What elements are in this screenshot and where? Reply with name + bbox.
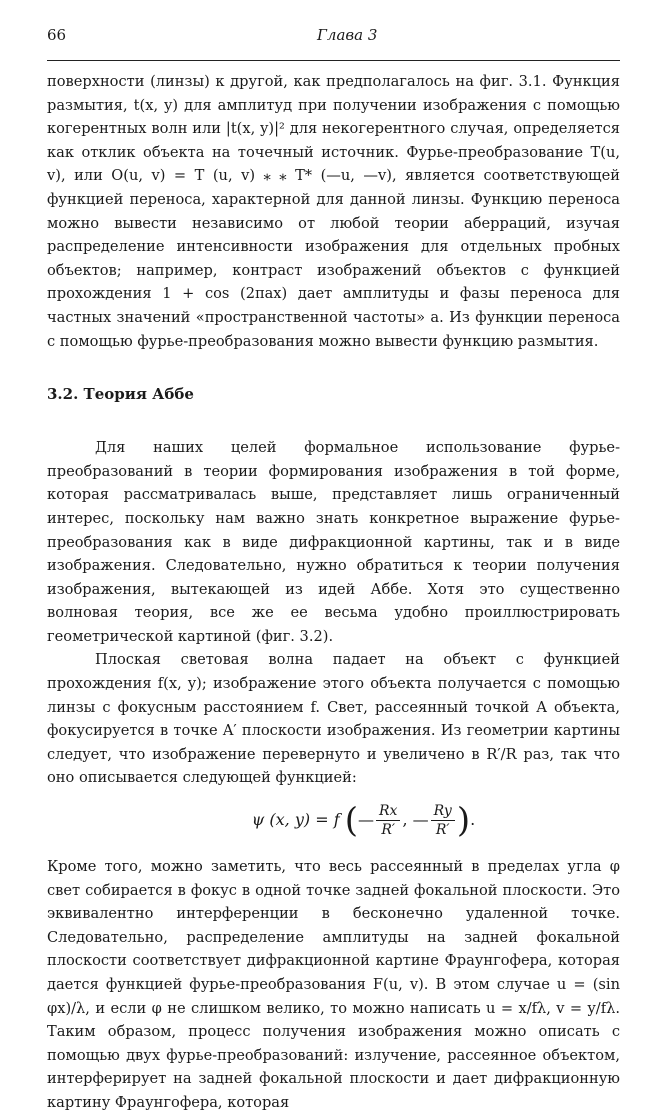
page-body [47,70,620,1115]
equation-fraction-2: $\frac{Ry}{R'}$ [431,802,455,839]
paragraph-plane-wave: Плоская световая волна падает на объект с функцией прохождения f(x, y); изображение этого объекта получается с помощью линзы с фокусным расстоянием f. Свет, рассеянный точкой A объекта, фокусируется в точке A′ плоскости изображения. Из геометрии картины следует, что изображение перевернуто и увеличено в R′/R раз, так что оно описывается следующей функцией: [47,651,620,787]
equation-fraction-1: $\frac{Rx}{R'}$ [376,802,400,839]
paragraph-abbe-intro: Для наших целей формальное использование фурье-преобразований в теории формирования изображения в той форме, которая рассматривалась выше, представляет лишь ограниченный интерес, поскольку нам важно знать конкретное выражение фурье-преобразования как в виде дифракционной картины, так и в виде изображения. Следовательно, нужно обратиться к теории получения изображения, вытекающей из идей Аббе. Хотя это существенно волновая теория, все же ее весьма удобно проиллюстрировать геометрической картиной (фиг. 3.2). [47,439,620,645]
equation-open-paren: ( [344,800,358,841]
header-rule [47,60,620,61]
paragraph-continuation: поверхности (линзы) к другой, как предполагалось на фиг. 3.1. Функция размытия, t(x, y) для амплитуд при получении изображения с помощью когерентных волн или |t(x, y)|² для некогерентного случая, определяется как отклик объекта на точечный источник. Фурье-преобразование T(u, v), или O(u, v) = T (u, v) ⁎ ⁎ T* (—u, —v), является соответствующей функцией переноса, характерной для данной линзы. Функцию переноса можно вывести независимо от любой теории аберраций, изучая распределение интенсивности изображения для отдельных пробных объектов; например, контраст изображений объектов с функцией прохождения 1 + cos (2πax) дает амплитуды и фазы переноса для частных значений «пространственной частоты» a. Из функции переноса с помощью фурье-преобразования можно вывести функцию размытия. [47,73,620,350]
section-heading: 3.2. Теория Аббе [47,385,194,404]
running-head: Глава 3 [317,26,378,44]
equation-lhs: ψ (x, y) = f [251,810,340,830]
paragraph-focal-plane: Кроме того, можно заметить, что весь рассеянный в пределах угла φ свет собирается в фокус в одной точке задней фокальной плоскости. Это эквивалентно интерференции в бесконечно удаленной точке. Следовательно, распределение амплитуды на задней фокальной плоскости соответствует дифракционной картине Фраунгофера, которая дается функцией фурье-преобразования F(u, v). В этом случае u = (sin φx)/λ, и если φ не слишком велико, то можно написать u = x/fλ, v = y/fλ. Таким образом, процесс получения изображения можно описать с помощью двух фурье-преобразований: излучение, рассеянное объектом, интерферирует на задней фокальной плоскости и дает дифракционную картину Фраунгофера, которая [47,858,620,1111]
equation-close-paren: ) [456,800,471,841]
equation-image-function: ψ (x, y) = f (— $\frac{Rx}{R'}$ , — $\frac{Ry}{R'}$ ). [251,800,476,841]
page-number: 66 [47,26,67,44]
equation-separator: , [402,810,408,830]
equation-end: . [470,810,476,830]
